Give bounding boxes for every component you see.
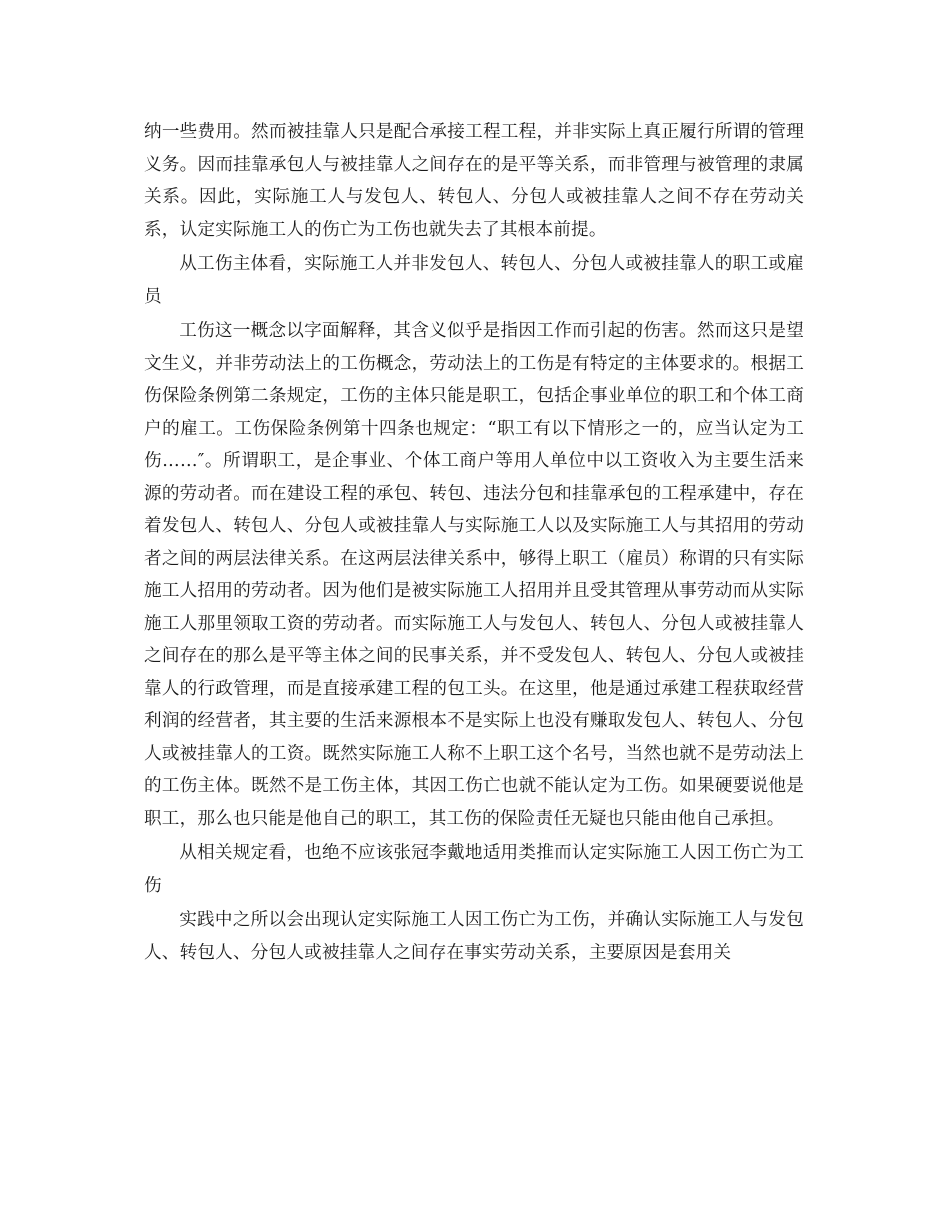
paragraph-continuation: 纳一些费用。然而被挂靠人只是配合承接工程工程，并非实际上真正履行所谓的管理义务。因而挂靠承包人与被挂靠人之间存在的是平等关系，而非管理与被管理的隶属关系。因此，实际施工人与发包人、转包人、分包人或被挂靠人之间不存在劳动关系，认定实际施工人的伤亡为工伤也就失去了其根本前提。 [144, 122, 804, 240]
document-body [144, 116, 804, 971]
paragraph-work-injury-concept: 工伤这一概念以字面解释，其含义似乎是指因工作而引起的伤害。然而这只是望文生义，并非劳动法上的工伤概念，劳动法上的工伤是有特定的主体要求的。根据工伤保险条例第二条规定，工伤的主体只能是职工，包括企事业单位的职工和个体工商户的雇工。工伤保险条例第十四条也规定：“职工有以下情形之一的，应当认定为工伤……″。所谓职工，是企事业、个体工商户等用人单位中以工资收入为主要生活来源的劳动者。而在建设工程的承包、转包、违法分包和挂靠承包的工程承建中，存在着发包人、转包人、分包人或被挂靠人与实际施工人以及实际施工人与其招用的劳动者之间的两层法律关系。在这两层法律关系中，够得上职工（雇员）称谓的只有实际施工人招用的劳动者。因为他们是被实际施工人招用并且受其管理从事劳动而从实际施工人那里领取工资的劳动者。而实际施工人与发包人、转包人、分包人或被挂靠人之间存在的那么是平等主体之间的民事关系，并不受发包人、转包人、分包人或被挂靠人的行政管理，而是直接承建工程的包工头。在这里，他是通过承建工程获取经营利润的经营者，其主要的生活来源根本不是实际上也没有赚取发包人、转包人、分包人或被挂靠人的工资。既然实际施工人称不上职工这个名号，当然也就不是劳动法上的工伤主体。既然不是工伤主体，其因工伤亡也就不能认定为工伤。如果硬要说他是职工，那么也只能是他自己的职工，其工伤的保险责任无疑也只能由他自己承担。 [144, 321, 804, 829]
paragraph-heading-related-rules: 从相关规定看，也绝不应该张冠李戴地适用类推而认定实际施工人因工伤亡为工伤 [144, 843, 804, 896]
paragraph-heading-work-injury-subject: 从工伤主体看，实际施工人并非发包人、转包人、分包人或被挂靠人的职工或雇员 [144, 254, 804, 307]
paragraph-practice-reasons: 实践中之所以会出现认定实际施工人因工伤亡为工伤，并确认实际施工人与发包人、转包人、分包人或被挂靠人之间存在事实劳动关系，主要原因是套用关 [144, 910, 804, 963]
